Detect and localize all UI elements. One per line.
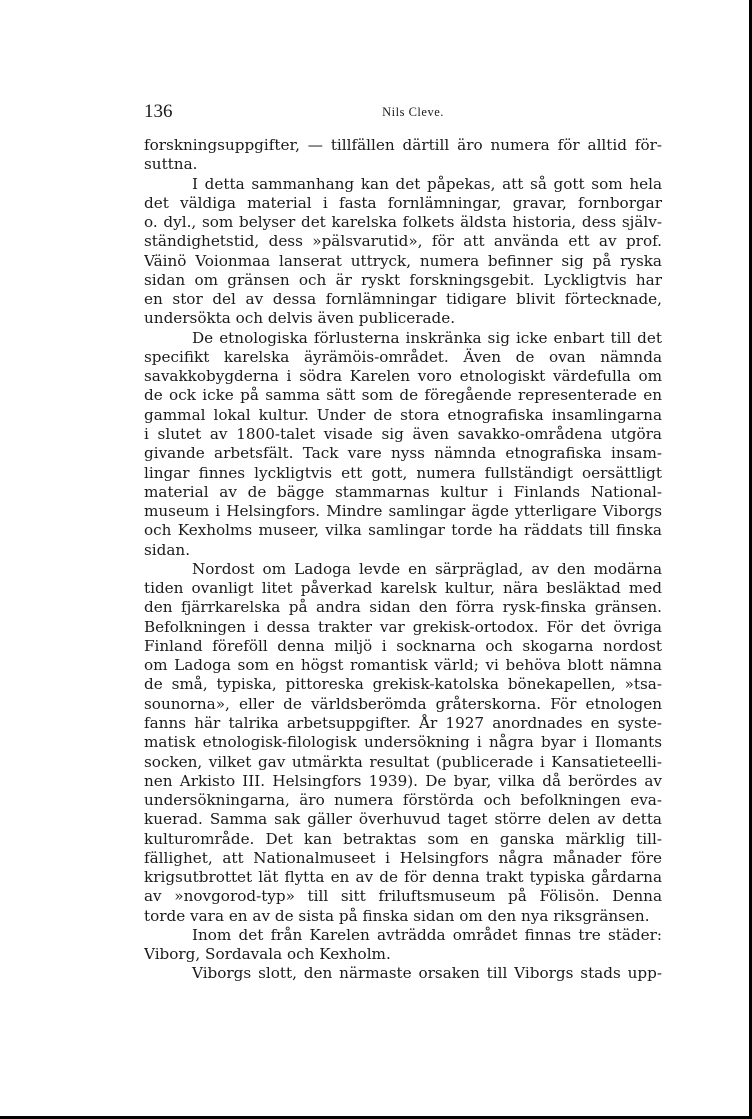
text-line: sidan om gränsen och är ryskt forskningsgebit. Lyckligtvis har bbox=[144, 270, 662, 289]
text-line: o. dyl., som belyser det karelska folkets äldsta historia, dess själv- bbox=[144, 213, 662, 232]
body-text bbox=[144, 136, 662, 984]
text-line: Viborgs slott, den närmaste orsaken till Viborgs stads upp- bbox=[192, 964, 662, 983]
text-line: Befolkningen i dessa trakter var grekisk-ortodox. För det övriga bbox=[144, 617, 662, 636]
text-line: lingar finnes lyckligtvis ett gott, numera fullständigt oersättligt bbox=[144, 463, 662, 482]
text-line: de små, typiska, pittoreska grekisk-katolska bönekapellen, »tsa- bbox=[144, 675, 662, 694]
text-line: givande arbetsfält. Tack vare nyss nämnda etnografiska insam- bbox=[144, 444, 662, 463]
page-header bbox=[144, 100, 662, 124]
text-line: i slutet av 1800-talet visade sig även savakko-områdena utgöra bbox=[144, 424, 662, 443]
text-line: det väldiga material i fasta fornlämningar, gravar, fornborgar bbox=[144, 193, 662, 212]
text-line: fällighet, att Nationalmuseet i Helsingfors några månader före bbox=[144, 848, 662, 867]
text-line: de ock icke på samma sätt som de föregående representerade en bbox=[144, 386, 662, 405]
text-line: torde vara en av de sista på finska sidan om den nya riksgränsen. bbox=[144, 906, 650, 925]
text-line: sounorna», eller de världsberömda gråterskorna. För etnologen bbox=[144, 694, 662, 713]
text-line: I detta sammanhang kan det påpekas, att så gott som hela bbox=[192, 174, 662, 193]
page-number: 136 bbox=[144, 101, 173, 122]
text-line: specifikt karelska äyrämöis-området. Även de ovan nämnda bbox=[144, 347, 662, 366]
text-line: fanns här talrika arbetsuppgifter. År 1927 anordnades en syste- bbox=[144, 713, 662, 732]
text-line: en stor del av dessa fornlämningar tidigare blivit förtecknade, bbox=[144, 290, 662, 309]
text-line: Väinö Voionmaa lanserat uttryck, numera befinner sig på ryska bbox=[144, 251, 662, 270]
running-head: Nils Cleve. bbox=[382, 105, 444, 119]
text-line: och Kexholms museer, vilka samlingar torde ha räddats till finska bbox=[144, 521, 662, 540]
text-line: sidan. bbox=[144, 540, 191, 559]
text-line: undersökta och delvis även publicerade. bbox=[144, 309, 456, 328]
text-line: nen Arkisto III. Helsingfors 1939). De byar, vilka då berördes av bbox=[144, 771, 662, 790]
text-line: savakkobygderna i södra Karelen voro etnologiskt värdefulla om bbox=[144, 367, 662, 386]
text-line: Finland föreföll denna miljö i socknarna och skogarna nordost bbox=[144, 636, 662, 655]
text-line: Nordost om Ladoga levde en särpräglad, av den modärna bbox=[192, 559, 662, 578]
text-line: kulturområde. Det kan betraktas som en ganska märklig till- bbox=[144, 829, 662, 848]
text-line: ständighetstid, dess »pälsvarutid», för att använda ett av prof. bbox=[144, 232, 662, 251]
text-line: om Ladoga som en högst romantisk värld; vi behöva blott nämna bbox=[144, 656, 662, 675]
text-line: den fjärrkarelska på andra sidan den förra rysk-finska gränsen. bbox=[144, 598, 662, 617]
text-line: material av de bägge stammarnas kultur i Finlands National- bbox=[144, 482, 662, 501]
text-line: kuerad. Samma sak gäller överhuvud taget större delen av detta bbox=[144, 810, 662, 829]
text-line: gammal lokal kultur. Under de stora etnografiska insamlingarna bbox=[144, 405, 662, 424]
text-line: undersökningarna, äro numera förstörda och befolkningen eva- bbox=[144, 791, 662, 810]
text-line: av »novgorod-typ» till sitt friluftsmuseum på Fölisön. Denna bbox=[144, 887, 662, 906]
text-line: forskningsuppgifter, — tillfällen därtill äro numera för alltid för- bbox=[144, 136, 662, 154]
text-line: socken, vilket gav utmärkta resultat (publicerade i Kansatieteelli- bbox=[144, 752, 662, 771]
text-line: suttna. bbox=[144, 155, 198, 174]
text-line: matisk etnologisk-filologisk undersökning i några byar i Ilomants bbox=[144, 733, 662, 752]
text-line: De etnologiska förlusterna inskränka sig icke enbart till det bbox=[192, 328, 662, 347]
text-line: Inom det från Karelen avträdda området finnas tre städer: bbox=[192, 925, 662, 944]
text-line: Viborg, Sordavala och Kexholm. bbox=[144, 945, 391, 964]
text-line: museum i Helsingfors. Mindre samlingar ägde ytterligare Viborgs bbox=[144, 502, 662, 521]
text-line: krigsutbrottet lät flytta en av de för denna trakt typiska gårdarna bbox=[144, 868, 662, 887]
text-line: tiden ovanligt litet påverkad karelsk kultur, nära besläktad med bbox=[144, 579, 662, 598]
